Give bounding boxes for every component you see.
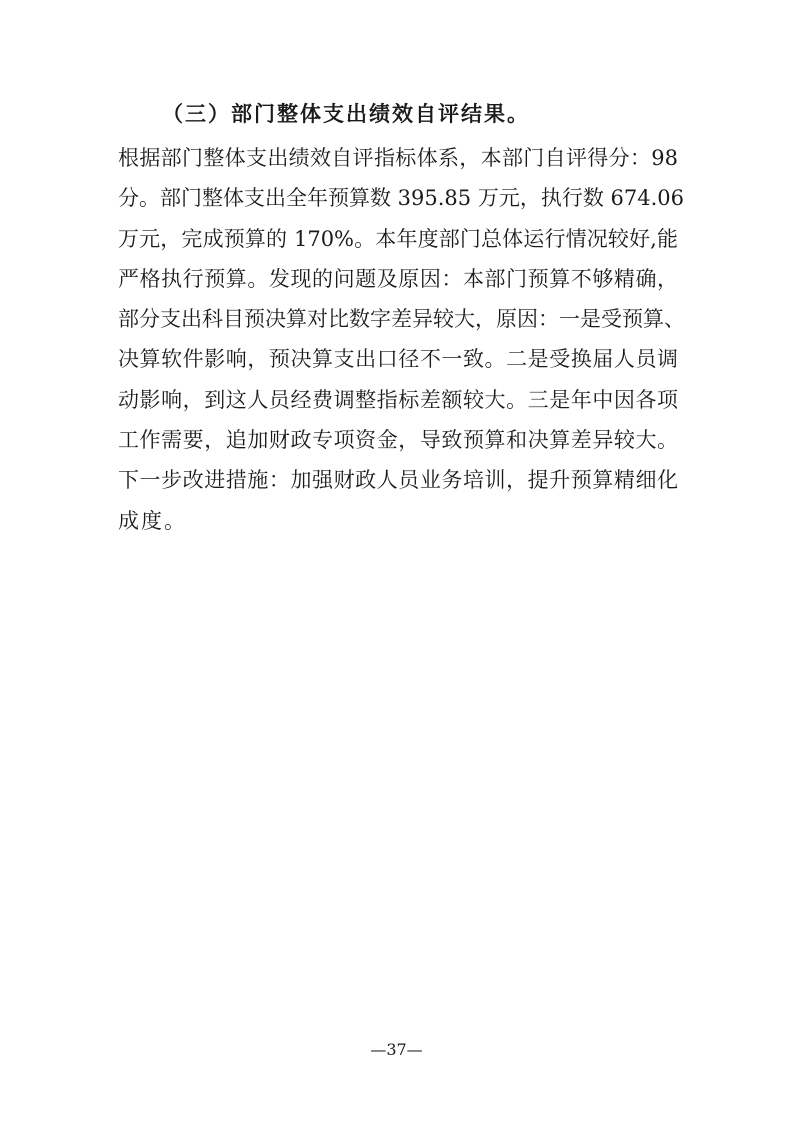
paragraph-line: 根据部门整体支出绩效自评指标体系，本部门自评得分：98 <box>118 146 678 170</box>
body-paragraph <box>118 138 685 541</box>
page-content <box>118 96 685 541</box>
paragraph-line: 分。部门整体支出全年预算数 395.85 万元，执行数 674.06 <box>118 186 684 211</box>
paragraph-line: 成度。 <box>118 508 187 533</box>
paragraph-line: 动影响，到这人员经费调整指标差额较大。三是年中因各项 <box>118 387 678 412</box>
paragraph-line: 决算软件影响，预决算支出口径不一致。二是受换届人员调 <box>118 347 678 372</box>
section-heading: （三）部门整体支出绩效自评结果。 <box>162 101 530 126</box>
paragraph-line: 严格执行预算。发现的问题及原因：本部门预算不够精确， <box>118 266 678 291</box>
paragraph-line: 工作需要，追加财政专项资金，导致预算和决算差异较大。 <box>118 428 678 453</box>
page-number: —37— <box>370 1040 423 1059</box>
paragraph-line: 部分支出科目预决算对比数字差异较大，原因：一是受预算、 <box>118 307 685 332</box>
paragraph-line: 万元，完成预算的 170%。本年度部门总体运行情况较好,能 <box>118 226 678 251</box>
paragraph-line: 下一步改进措施：加强财政人员业务培训，提升预算精细化 <box>118 468 678 493</box>
